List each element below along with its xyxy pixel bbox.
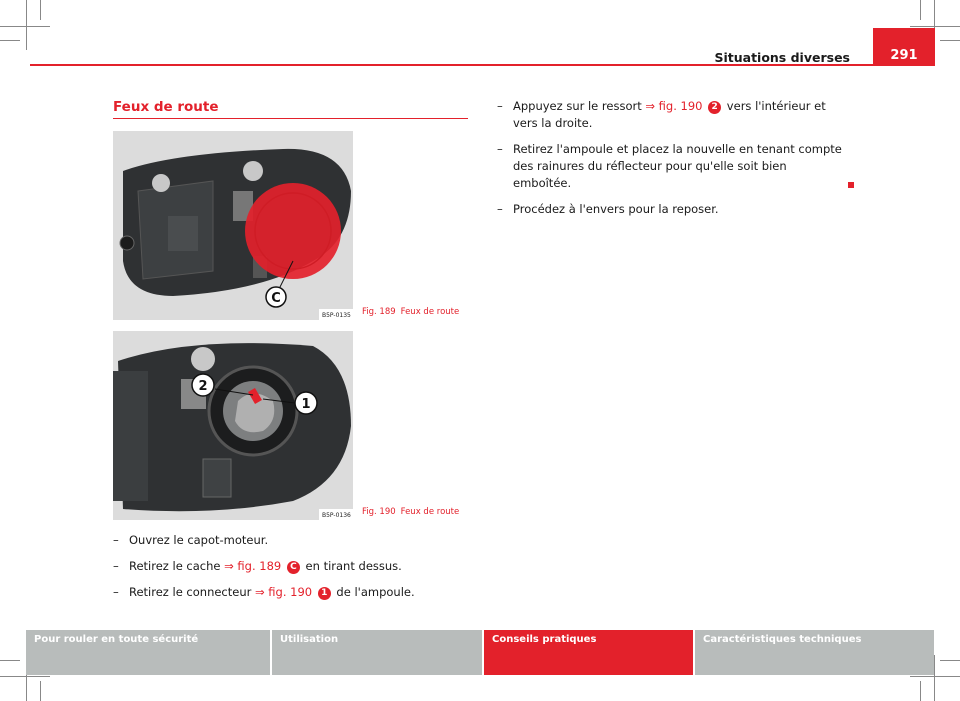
step-dash: –	[497, 99, 503, 113]
figure-reference-link[interactable]: ⇒ fig. 190	[255, 585, 313, 599]
step-dash: –	[113, 585, 119, 599]
step-text: Retirez l'ampoule et placez la nouvelle en tenant compte des rainures du réflecteur pour qu'elle soit bien emboîtée.	[513, 142, 842, 190]
callout-c: C	[271, 291, 281, 306]
step-item	[113, 532, 463, 549]
callout-1: 1	[301, 397, 311, 412]
steps-left	[113, 532, 463, 610]
step-item	[113, 584, 463, 601]
figure-190-image	[113, 331, 353, 520]
figure-190-caption	[362, 507, 459, 517]
figure-caption-text: Feux de route	[400, 507, 460, 517]
step-text: vers l'intérieur et vers la droite.	[513, 99, 826, 130]
figure-189-cover	[245, 183, 341, 279]
crop-mark	[910, 676, 960, 677]
figure-reference-link[interactable]: ⇒ fig. 190	[645, 99, 703, 113]
figure-189-caption	[362, 307, 459, 317]
footer-tab-practical-tips[interactable]: Conseils pratiques	[484, 630, 695, 675]
section-rule	[113, 118, 468, 119]
crop-mark	[40, 681, 41, 701]
callout-badge: 2	[708, 101, 721, 114]
crop-mark	[0, 40, 20, 41]
callout-badge: 1	[318, 587, 331, 600]
crop-mark	[0, 26, 50, 27]
figure-caption-text: Feux de route	[400, 307, 460, 317]
figure-code: B5P-0135	[322, 312, 351, 319]
crop-mark	[940, 40, 960, 41]
footer-tab-technical-data[interactable]: Caractéristiques techniques	[695, 630, 934, 675]
figure-reference-link[interactable]: ⇒ fig. 189	[224, 559, 282, 573]
step-text: de l'ampoule.	[332, 585, 415, 599]
crop-mark	[940, 660, 960, 661]
step-text: Appuyez sur le ressort	[513, 99, 646, 113]
step-item	[497, 201, 847, 218]
crop-mark	[920, 681, 921, 701]
step-text: Ouvrez le capot-moteur.	[129, 533, 269, 547]
crop-mark	[934, 655, 935, 701]
crop-mark	[920, 0, 921, 20]
footer-tab-safety[interactable]: Pour rouler en toute sécurité	[26, 630, 272, 675]
figure-code: B5P-0136	[322, 512, 351, 519]
callout-2: 2	[198, 379, 208, 394]
step-dash: –	[497, 142, 503, 156]
crop-mark	[40, 0, 41, 20]
crop-mark	[0, 676, 50, 677]
section-title: Feux de route	[113, 99, 219, 115]
page-number: 291	[873, 28, 935, 66]
figure-label: Fig. 190	[362, 507, 396, 517]
step-item	[497, 98, 847, 132]
step-item	[113, 558, 463, 575]
step-dash: –	[113, 559, 119, 573]
footer-chapter-tabs	[26, 630, 934, 675]
step-text: en tirant dessus.	[301, 559, 402, 573]
steps-right	[497, 98, 847, 227]
step-text: Retirez le cache	[129, 559, 225, 573]
figure-label: Fig. 189	[362, 307, 396, 317]
end-of-section-square	[848, 182, 854, 188]
figure-189-image	[113, 131, 353, 320]
step-dash: –	[497, 202, 503, 216]
crop-mark	[26, 0, 27, 50]
callout-badge: C	[287, 561, 300, 574]
step-text: Retirez le connecteur	[129, 585, 256, 599]
footer-tab-operation[interactable]: Utilisation	[272, 630, 484, 675]
crop-mark	[0, 660, 20, 661]
step-item	[497, 141, 847, 192]
step-text: Procédez à l'envers pour la reposer.	[513, 202, 719, 216]
crop-mark	[910, 26, 960, 27]
step-dash: –	[113, 533, 119, 547]
running-header-title: Situations diverses	[714, 50, 850, 65]
